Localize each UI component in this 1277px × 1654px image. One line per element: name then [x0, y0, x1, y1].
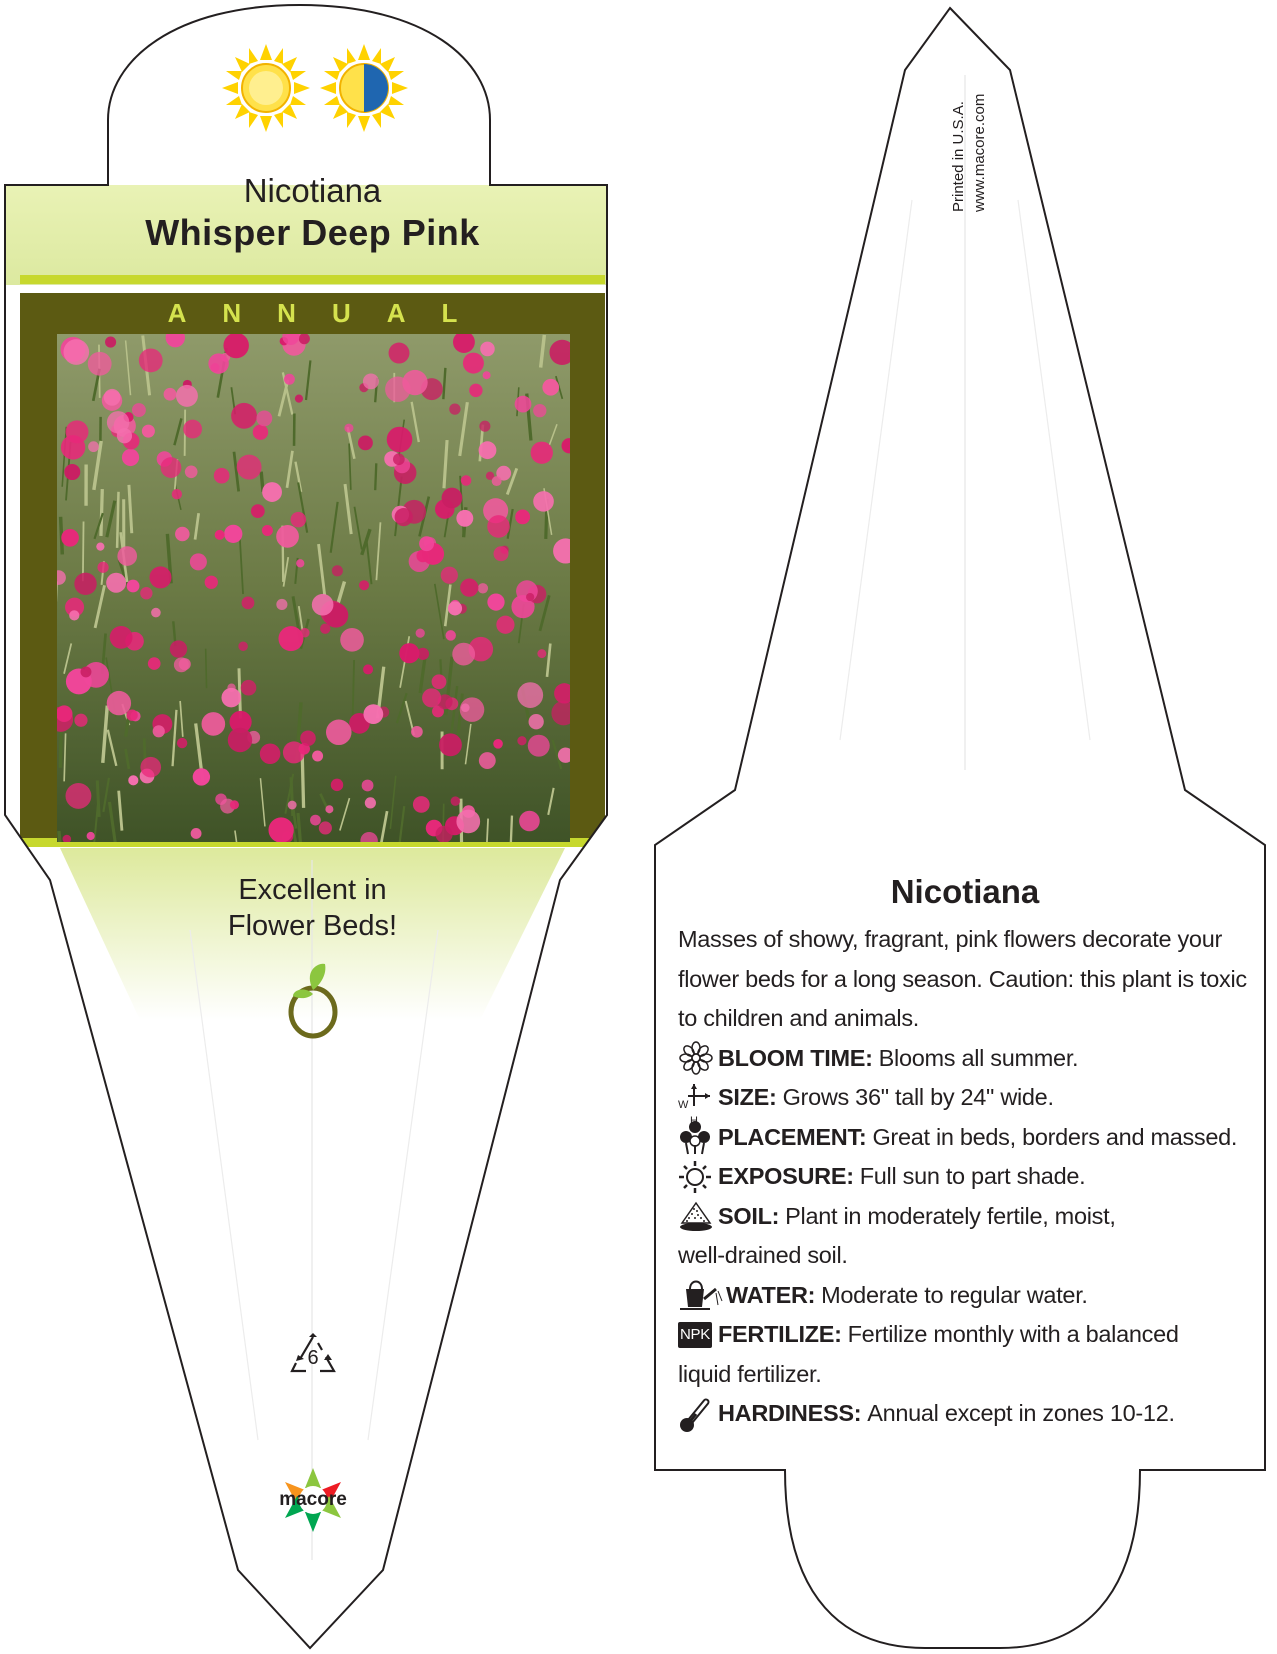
flower-blossom [128, 775, 138, 785]
flower-blossom [344, 424, 353, 433]
fertilize-label: FERTILIZE: [718, 1321, 842, 1347]
flower-blossom [449, 404, 460, 415]
flower-blossom [533, 404, 546, 417]
npk-icon [678, 1317, 718, 1353]
flower-blossom [411, 726, 423, 738]
size-row [678, 1078, 1248, 1127]
flower-blossom [205, 576, 218, 589]
flower-blossom [142, 425, 155, 438]
soil-icon [678, 1198, 718, 1234]
flower-blossom [176, 385, 198, 407]
watering-can-icon [678, 1277, 726, 1313]
flower-blossom [416, 629, 425, 638]
macore-logo [268, 1465, 358, 1535]
flower-blossom [193, 768, 210, 785]
flower-blossom [365, 797, 376, 808]
foliage-stem [206, 649, 207, 689]
flower-blossom [439, 733, 462, 756]
flower-blossom [463, 353, 484, 374]
flower-blossom [191, 828, 202, 839]
flower-blossom [87, 832, 95, 840]
flower-blossom [517, 736, 526, 745]
foliage-stem [101, 489, 102, 536]
flower-blossom [442, 488, 463, 509]
flower-blossom [441, 567, 458, 584]
flower-blossom [164, 388, 177, 401]
recycle-number: 6 [307, 1347, 319, 1369]
flower-blossom [175, 527, 190, 542]
flower-blossom [262, 525, 273, 536]
flower-blossom [161, 457, 182, 478]
recycle-icon [288, 1333, 338, 1379]
placement-row [678, 1118, 1248, 1158]
size-icon [678, 1080, 718, 1127]
flower-blossom [529, 714, 544, 729]
flower-blossom [224, 525, 242, 543]
flower-blossom [276, 599, 287, 610]
flower-blossom [105, 337, 116, 348]
flower-blossom [469, 384, 482, 397]
flower-blossom [480, 342, 495, 357]
soil-label: SOIL: [718, 1202, 780, 1229]
flower-blossom [461, 475, 472, 486]
flower-blossom [253, 425, 268, 440]
plant-description: Masses of showy, fragrant, pink flowers decorate your flower beds for a long season. Caution: this plant is toxic to children and animals. [678, 926, 1247, 1031]
size-icon-width-letter: W [678, 1098, 689, 1111]
hardiness-label: HARDINESS: [718, 1400, 862, 1426]
flower-blossom [238, 642, 248, 652]
flower-blossom [483, 371, 491, 379]
annual-label: ANNUAL [167, 298, 494, 328]
website-url: www.macore.com [971, 93, 988, 212]
flower-blossom [170, 640, 187, 657]
flower-blossom [185, 465, 198, 478]
printed-in-usa: Printed in U.S.A. [950, 101, 967, 212]
flower-blossom [221, 688, 240, 707]
bloom-time-label: BLOOM TIME: [718, 1044, 873, 1071]
flower-blossom [526, 593, 534, 601]
flower-blossom [542, 379, 559, 396]
flower-blossom [461, 703, 470, 712]
flower-blossom [97, 562, 108, 573]
exposure-label: EXPOSURE: [718, 1163, 854, 1189]
fertilize-value-line-1: Fertilize monthly with a balanced [847, 1321, 1179, 1347]
flower-blossom [413, 796, 430, 813]
flower-blossom [332, 565, 343, 576]
flower-blossom [494, 546, 509, 561]
front-tagline [180, 872, 445, 944]
flower-blossom [132, 403, 146, 417]
size-icon-height-letter: H [690, 1114, 698, 1127]
size-label: SIZE: [718, 1084, 777, 1110]
flower-blossom [363, 373, 379, 389]
flower-blossom [359, 580, 369, 590]
placement-value: Great in beds, borders and massed. [872, 1123, 1238, 1150]
water-label: WATER: [726, 1281, 816, 1308]
flower-blossom [268, 817, 293, 842]
flower-icon [678, 1040, 718, 1076]
flower-blossom [149, 566, 171, 588]
flower-blossom [96, 543, 104, 551]
flower-blossom [519, 811, 540, 832]
flower-blossom [325, 805, 333, 813]
flower-blossom [88, 352, 112, 376]
flower-blossom [126, 710, 137, 721]
flower-blossom [487, 515, 510, 538]
flower-blossom [528, 735, 550, 757]
flower-blossom [283, 741, 305, 763]
full-sun-icon [220, 42, 312, 134]
water-value: Moderate to regular water. [821, 1281, 1088, 1308]
flower-blossom [291, 512, 307, 528]
foliage-stem [83, 521, 84, 581]
flower-blossom [63, 339, 89, 365]
flower-blossom [174, 657, 189, 672]
flower-blossom [419, 536, 434, 551]
macore-brand-text: macore [279, 1489, 347, 1510]
sun-outline-icon [678, 1159, 718, 1195]
flower-blossom [479, 441, 497, 459]
flower-blossom [446, 630, 456, 640]
flower-blossom [74, 573, 96, 595]
flower-blossom [215, 530, 225, 540]
flower-blossom [230, 800, 239, 809]
bloom-time-row [678, 1039, 1248, 1079]
flower-blossom [151, 608, 161, 618]
flower-blossom [242, 596, 255, 609]
flower-blossom [312, 594, 334, 616]
flower-blossom [61, 529, 79, 547]
flower-blossom [172, 489, 182, 499]
tagline-line-2: Flower Beds! [227, 910, 398, 942]
flower-blossom [69, 610, 79, 620]
flower-blossom [251, 504, 265, 518]
flower-blossom [153, 725, 165, 737]
flower-blossom [451, 796, 461, 806]
flower-blossom [531, 442, 553, 464]
flower-blossom [106, 573, 126, 593]
flower-blossom [387, 427, 413, 453]
flower-blossom [66, 420, 89, 443]
flower-blossom [310, 815, 321, 826]
flower-blossom [81, 666, 92, 677]
flower-blossom [537, 649, 546, 658]
flower-blossom [479, 752, 496, 769]
flower-blossom [276, 525, 299, 548]
flower-blossom [202, 712, 226, 736]
flower-blossom [460, 579, 478, 597]
flower-blossom [295, 395, 303, 403]
foliage-stem [117, 492, 118, 548]
flower-blossom [262, 482, 282, 502]
flower-blossom [432, 674, 447, 689]
exposure-value: Full sun to part shade. [859, 1163, 1086, 1189]
placement-label: PLACEMENT: [718, 1123, 867, 1150]
hardiness-value: Annual except in zones 10-12. [867, 1400, 1175, 1426]
flower-blossom [284, 374, 295, 385]
exposure-row [678, 1157, 1248, 1197]
flower-blossom [241, 680, 257, 696]
flower-blossom [66, 783, 92, 809]
flower-blossom [74, 714, 87, 727]
flower-blossom [515, 396, 532, 413]
flower-blossom [533, 491, 554, 512]
flower-blossom [479, 421, 490, 432]
flower-blossom [326, 719, 352, 745]
flower-blossom [122, 449, 139, 466]
flower-blossom [117, 546, 137, 566]
flower-blossom [288, 801, 297, 810]
flower-blossom [107, 691, 131, 715]
flower-blossom [214, 468, 230, 484]
front-title-variety: Whisper Deep Pink [145, 212, 480, 253]
fertilize-value-line-2: liquid fertilizer. [678, 1360, 822, 1387]
flower-blossom [300, 730, 316, 746]
back-title: Nicotiana [890, 873, 1040, 910]
flower-blossom [177, 738, 187, 748]
flower-blossom [363, 664, 373, 674]
foliage-stem [375, 463, 376, 490]
flower-blossom [496, 616, 514, 634]
flower-blossom [278, 626, 303, 651]
flower-blossom [312, 750, 323, 761]
flower-blossom [389, 343, 410, 364]
care-instructions [678, 920, 1248, 1434]
flower-blossom [362, 780, 374, 792]
flower-blossom [107, 411, 129, 433]
flower-blossom [139, 348, 163, 372]
flower-blossom [422, 688, 441, 707]
flower-blossom [402, 370, 427, 395]
flower-blossom [448, 601, 462, 615]
bloom-time-value: Blooms all summer. [878, 1044, 1079, 1071]
flower-blossom [493, 739, 503, 749]
flower-blossom [492, 476, 502, 486]
flower-blossom [237, 455, 262, 480]
flower-blossom [231, 403, 257, 429]
flower-blossom [320, 624, 330, 634]
flower-photo [57, 334, 570, 842]
flower-blossom [331, 779, 343, 791]
part-shade-icon [318, 42, 410, 134]
flower-blossom [127, 580, 140, 593]
size-value: Grows 36" tall by 24" wide. [782, 1084, 1054, 1110]
flower-blossom [110, 626, 133, 649]
hardiness-row [678, 1394, 1248, 1434]
water-row [678, 1276, 1248, 1316]
flower-blossom [183, 420, 202, 439]
flower-blossom [456, 810, 480, 834]
flower-blossom [104, 389, 121, 406]
flower-blossom [190, 553, 207, 570]
flower-blossom [88, 441, 99, 452]
tagline-line-1: Excellent in [238, 874, 387, 906]
flower-blossom [319, 821, 332, 834]
soil-value-line-1: Plant in moderately fertile, moist, [785, 1202, 1116, 1229]
soil-row [678, 1197, 1248, 1237]
flower-blossom [363, 704, 383, 724]
flower-blossom [399, 643, 419, 663]
flower-blossom [452, 643, 475, 666]
npk-icon-text: NPK [678, 1322, 712, 1348]
flower-blossom [64, 464, 80, 480]
flower-blossom [395, 508, 413, 526]
soil-value-line-2: well-drained soil. [678, 1242, 848, 1268]
flower-blossom [456, 510, 473, 527]
flower-blossom [228, 728, 252, 752]
flower-blossom [140, 757, 161, 778]
flower-blossom [393, 453, 405, 465]
flower-blossom [340, 628, 364, 652]
flower-blossom [478, 583, 488, 593]
sprout-icon [283, 960, 343, 1040]
flower-blossom [148, 657, 161, 670]
flower-blossom [140, 587, 152, 599]
flower-blossom [296, 559, 304, 567]
flower-blossom [208, 353, 228, 373]
flower-blossom [517, 682, 543, 708]
thermometer-icon [678, 1396, 718, 1432]
flower-blossom [487, 593, 504, 610]
front-title-genus: Nicotiana [243, 172, 382, 209]
flower-blossom [256, 410, 272, 426]
flower-blossom [515, 509, 530, 524]
fertilize-row [678, 1315, 1248, 1355]
printed-note [940, 52, 1000, 212]
flower-blossom [358, 435, 373, 450]
flower-blossom [260, 743, 281, 764]
